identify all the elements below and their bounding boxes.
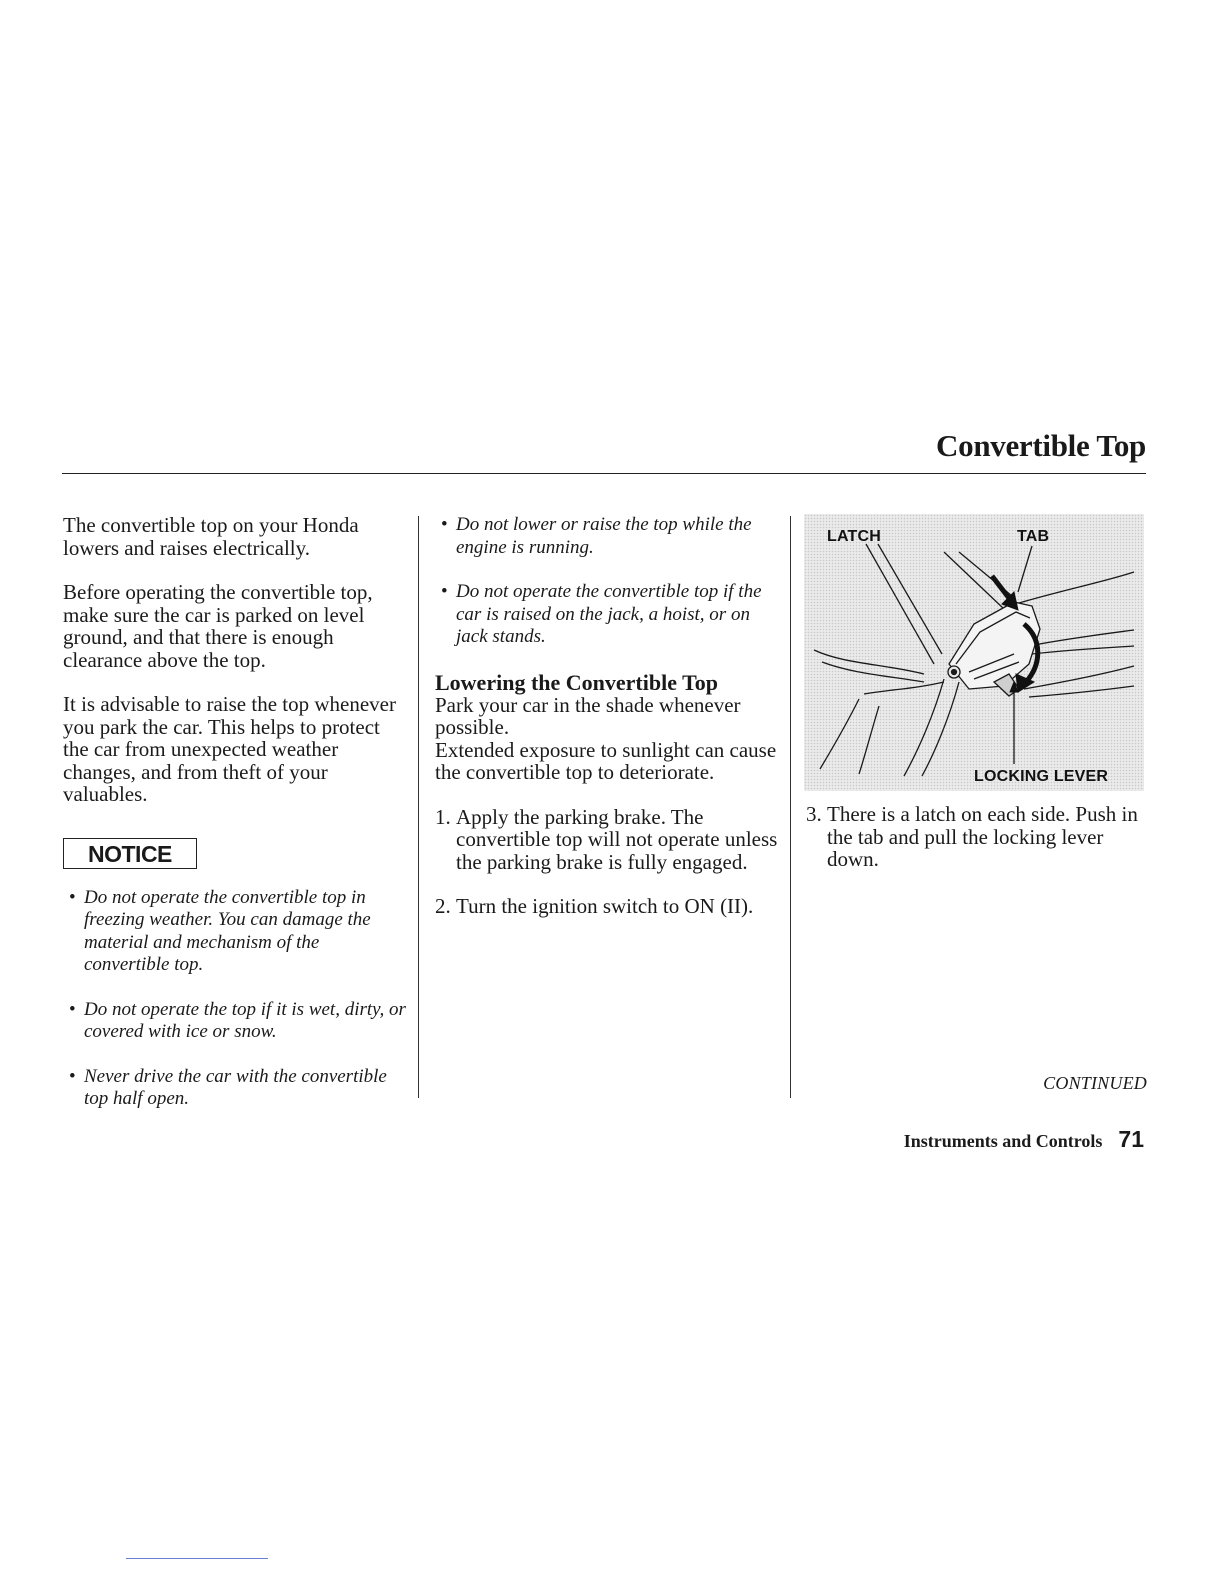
title-rule: [62, 473, 1146, 474]
steps-list-continued: [806, 803, 1151, 871]
column-divider-right: [790, 516, 791, 1098]
column-divider-left: [418, 516, 419, 1098]
notice-item: • Do not operate the top if it is wet, dirty, or covered with ice or snow.: [63, 999, 408, 1044]
step-item: [435, 895, 780, 918]
notice-label: NOTICE: [63, 838, 197, 869]
locking-lever-label: LOCKING LEVER: [974, 768, 1109, 785]
intro-paragraph: The convertible top on your Honda lowers and raises electrically.: [63, 513, 359, 560]
notice-item: • Do not lower or raise the top while the engine is running.: [435, 514, 780, 559]
step-number: 3.: [806, 802, 822, 826]
shade-line: Park your car in the shade whenever possible.: [435, 692, 741, 739]
notice-item: • Do not operate the convertible top in freezing weather. You can damage the material and mechanism of the convertible top.: [63, 887, 408, 977]
latch-label: LATCH: [827, 528, 882, 545]
notice-list-continued: [435, 514, 780, 649]
latch-diagram-icon: [804, 514, 1144, 791]
section-heading: Lowering the Convertible Top: [435, 669, 718, 695]
column-2: [435, 514, 780, 940]
step-text: There is a latch on each side. Push in the tab and pull the locking lever down.: [827, 802, 1138, 871]
step-item: [806, 803, 1151, 871]
step-text: Apply the parking brake. The convertible top will not operate unless the parking brake is fully engaged.: [456, 804, 778, 874]
step-item: [435, 806, 780, 874]
step-number: 1.: [435, 804, 451, 829]
page-title: Convertible Top: [936, 428, 1146, 463]
latch-illustration: [804, 514, 1144, 791]
before-operating-paragraph: Before operating the convertible top, make sure the car is parked on level ground, and that there is enough clearance above the top.: [63, 580, 373, 672]
steps-list: [435, 806, 780, 918]
step-number: 2.: [435, 894, 451, 918]
continued-note: CONTINUED: [1043, 1073, 1147, 1093]
footer-section-title: Instruments and Controls: [903, 1131, 1103, 1151]
column-1: [63, 514, 408, 1133]
notice-list: [63, 887, 408, 1111]
advisable-paragraph: It is advisable to raise the top whenever you park the car. This helps to protect the car from unexpected weather changes, and from theft of your valuables.: [63, 692, 396, 806]
notice-item: • Do not operate the convertible top if the car is raised on the jack, a hoist, or on jack stands.: [435, 581, 780, 649]
notice-item: • Never drive the car with the convertible top half open.: [63, 1066, 408, 1111]
page-number: 71: [1118, 1126, 1144, 1152]
step-text: Turn the ignition switch to ON (II).: [456, 894, 754, 918]
sunlight-line: Extended exposure to sunlight can cause the convertible top to deteriorate.: [435, 737, 777, 784]
page-footer: [904, 1126, 1144, 1153]
bottom-link-underline: [126, 1558, 268, 1559]
column-3: [806, 514, 1151, 893]
tab-label: TAB: [1017, 528, 1050, 545]
